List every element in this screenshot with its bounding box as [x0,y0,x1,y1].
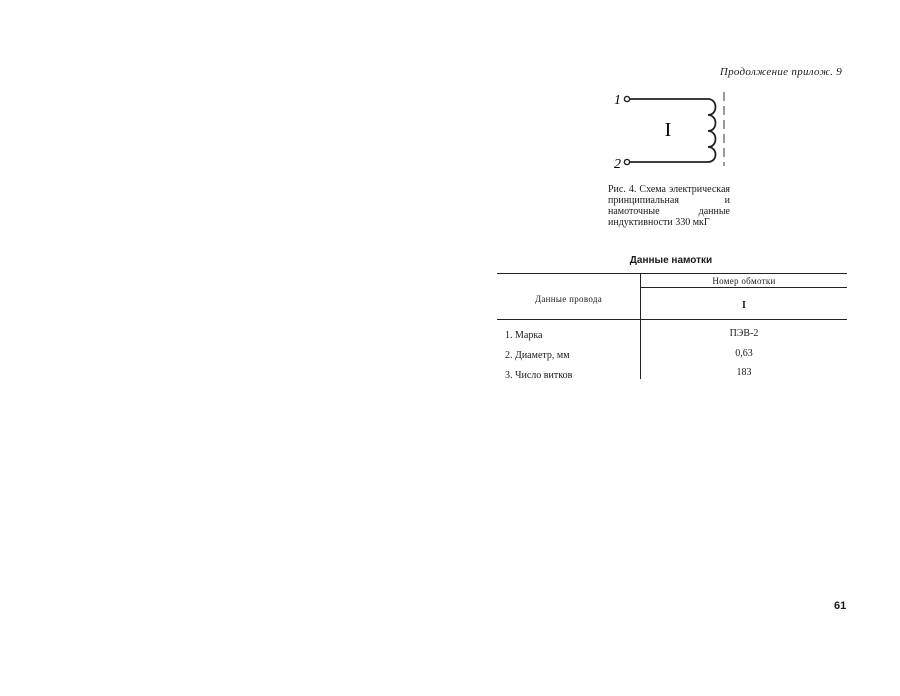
inductor-schematic [612,86,734,176]
terminal-2-label: 2 [614,157,621,172]
table-row-value: 0,63 [735,348,753,359]
table-head-bottom-rule [497,319,847,320]
table-top-rule [497,273,847,274]
header-wire-data: Данные провода [534,294,603,304]
winding-data-table [497,270,847,382]
header-winding-1: I [742,300,746,311]
coil-winding [708,99,716,162]
table-row-value: ПЭВ-2 [729,328,759,339]
winding-label: I [664,119,672,141]
header-winding-number: Номер обмотки [712,276,776,286]
table-title: Данные намотки [629,255,713,266]
terminal-1-dot [624,96,629,101]
table-row-label: 1. Марка [505,330,543,341]
page-number: 61 [834,600,847,612]
terminal-2-dot [624,159,629,164]
table-row-label: 2. Диаметр, мм [505,350,570,361]
table-row-value: 183 [736,367,752,378]
figure-caption: Рис. 4. Схема электрическая принципиальная и намоточные данные индуктивности 330 мкГ [608,184,730,228]
terminal-1-label: 1 [614,93,621,108]
continuation-header: Продолжение прилож. 9 [719,66,842,78]
table-column-divider [640,273,641,379]
table-header-rule [641,287,847,288]
table-row-label: 3. Число витков [505,370,573,381]
